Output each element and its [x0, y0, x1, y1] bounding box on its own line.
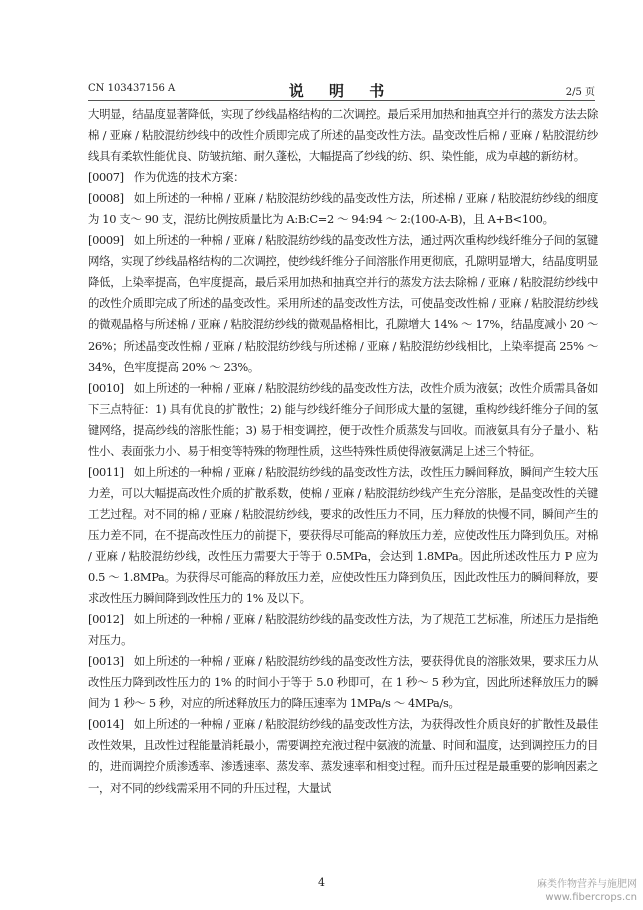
watermark: [537, 878, 637, 904]
paragraph-0007: [88, 167, 598, 188]
paragraph-number: [0007]: [88, 170, 124, 185]
paragraph-text: 作为优选的技术方案：: [133, 170, 245, 185]
paragraph-text: 如上所述的一种棉 / 亚麻 / 粘胶混纺纱线的晶变改性方法，所述棉 / 亚麻 / 粘胶混纺纱线的细度为 10 支～ 90 支，混纺比例按质量比为 A:B:C=2 ～ 94:94 ～ 2:(100-A-B)，且 A+B<100。: [88, 191, 598, 227]
paragraph-number: [0009]: [88, 233, 124, 248]
paragraph-number: [0013]: [88, 654, 124, 669]
watermark-site-name: 麻类作物营养与施肥网: [537, 879, 637, 890]
paragraph-number: [0014]: [88, 717, 124, 732]
paragraph-text: 大明显，结晶度显著降低，实现了纱线晶格结构的二次调控。最后采用加热和抽真空并行的蒸发方法去除棉 / 亚麻 / 粘胶混纺纱线中的改性介质即完成了所述的晶变改性方法。晶变改性后棉 / 亚麻 / 粘胶混纺纱线具有柔软性能优良、防皱抗缩、耐久蓬松，大幅提高了纱线的纺、织、染性能，成为卓越的新纺材。: [88, 107, 598, 164]
paragraph-continued: [88, 104, 598, 167]
paragraph-0013: [88, 651, 598, 714]
document-body: [88, 104, 598, 799]
paragraph-text: 如上所述的一种棉 / 亚麻 / 粘胶混纺纱线的晶变改性方法，为获得改性介质良好的扩散性及最佳改性效果，且改性过程能量消耗最小，需要调控充液过程中氨液的流量、时间和温度，达到调控压力的目的，进而调控介质渗透率、渗透速率、蒸发率、蒸发速率和相变过程。而升压过程是最重要的影响因素之一，对不同的纱线需采用不同的升压过程，大量试: [88, 717, 598, 795]
paragraph-text: 如上所述的一种棉 / 亚麻 / 粘胶混纺纱线的晶变改性方法，要获得优良的溶胀效果，要求压力从改性压力降到改性压力的 1% 的时间小于等于 5.0 秒即可，在 1 秒～ 5 秒为宜，因此所述释放压力的瞬间为 1 秒～ 5 秒，对应的所述释放压力的降压速率为 1MPa/s ～ 4MPa/s。: [88, 654, 598, 711]
paragraph-0014: [88, 714, 598, 798]
paragraph-text: 如上所述的一种棉 / 亚麻 / 粘胶混纺纱线的晶变改性方法，为了规范工艺标准，所述压力是指绝对压力。: [88, 612, 598, 648]
section-title: 说 明 书: [288, 82, 395, 100]
patent-number: CN 103437156 A: [88, 83, 176, 94]
paragraph-number: [0011]: [88, 464, 124, 479]
paragraph-0009: [88, 230, 598, 377]
page-header: [88, 80, 595, 101]
watermark-url: www.fibercrops.cn: [545, 892, 637, 903]
paragraph-number: [0008]: [88, 191, 124, 206]
paragraph-text: 如上所述的一种棉 / 亚麻 / 粘胶混纺纱线的晶变改性方法，通过两次重构纱线纤维分子间的氢键网络，实现了纱线晶格结构的二次调控，使纱线纤维分子间溶胀作用更彻底，孔隙明显增大，结晶度明显降低，上染率提高，色牢度提高，最后采用加热和抽真空并行的蒸发方法去除棉 / 亚麻 / 粘胶混纺纱线中的改性介质即完成了所述的晶变改性。采用所述的晶变改性方法，可使晶变改性棉 / 亚麻 / 粘胶混纺纱线的微观晶格与所述棉 / 亚麻 / 粘胶混纺纱线的微观晶格相比，孔隙增大 14% ～ 17%，结晶度减小 20 ～ 26%；所述晶变改性棉 / 亚麻 / 粘胶混纺纱线与所述棉 / 亚麻 / 粘胶混纺纱线相比，上染率提高 25% ～ 34%，色牢度提高 20% ～ 23%。: [88, 233, 598, 374]
paragraph-0011: [88, 462, 598, 609]
paragraph-text: 如上所述的一种棉 / 亚麻 / 粘胶混纺纱线的晶变改性方法，改性压力瞬间释放，瞬间产生较大压力差，可以大幅提高改性介质的扩散系数，使棉 / 亚麻 / 粘胶混纺纱线产生充分溶胀，是晶变改性的关键工艺过程。对不同的棉 / 亚麻 / 粘胶混纺纱线，要求的改性压力不同，压力释放的快慢不同，瞬间产生的压力差不同，在不提高改性压力的前提下，要获得尽可能高的释放压力差，应使改性压力降到负压。对棉 / 亚麻 / 粘胶混纺纱线，改性压力需要大于等于 0.5MPa，会达到 1.8MPa。因此所述改性压力 P 应为 0.5 ～ 1.8MPa。为获得尽可能高的释放压力差，应使改性压力降到负压，因此改性压力的瞬间释放，要求改性压力瞬间降到改性压力的 1% 及以下。: [88, 464, 598, 606]
paragraph-number: [0010]: [88, 380, 124, 395]
paragraph-0012: [88, 609, 598, 651]
page-number: 4: [318, 876, 325, 889]
paragraph-number: [0012]: [88, 612, 124, 627]
paragraph-text: 如上所述的一种棉 / 亚麻 / 粘胶混纺纱线的晶变改性方法，改性介质为液氨；改性介质需具备如下三点特征：1) 具有优良的扩散性；2) 能与纱线纤维分子间形成大量的氢键，重构纱线纤维分子间的氢键网络，提高纱线的溶胀性能；3) 易于相变调控，便于改性介质蒸发与回收。而液氨具有分子量小、粘性小、表面张力小、易于相变等特殊的物理性质，这些特殊性质使得液氨满足上述三个特征。: [88, 380, 598, 458]
paragraph-0010: [88, 378, 598, 462]
paragraph-0008: [88, 188, 598, 230]
page-indicator: 2/5 页: [565, 87, 595, 98]
